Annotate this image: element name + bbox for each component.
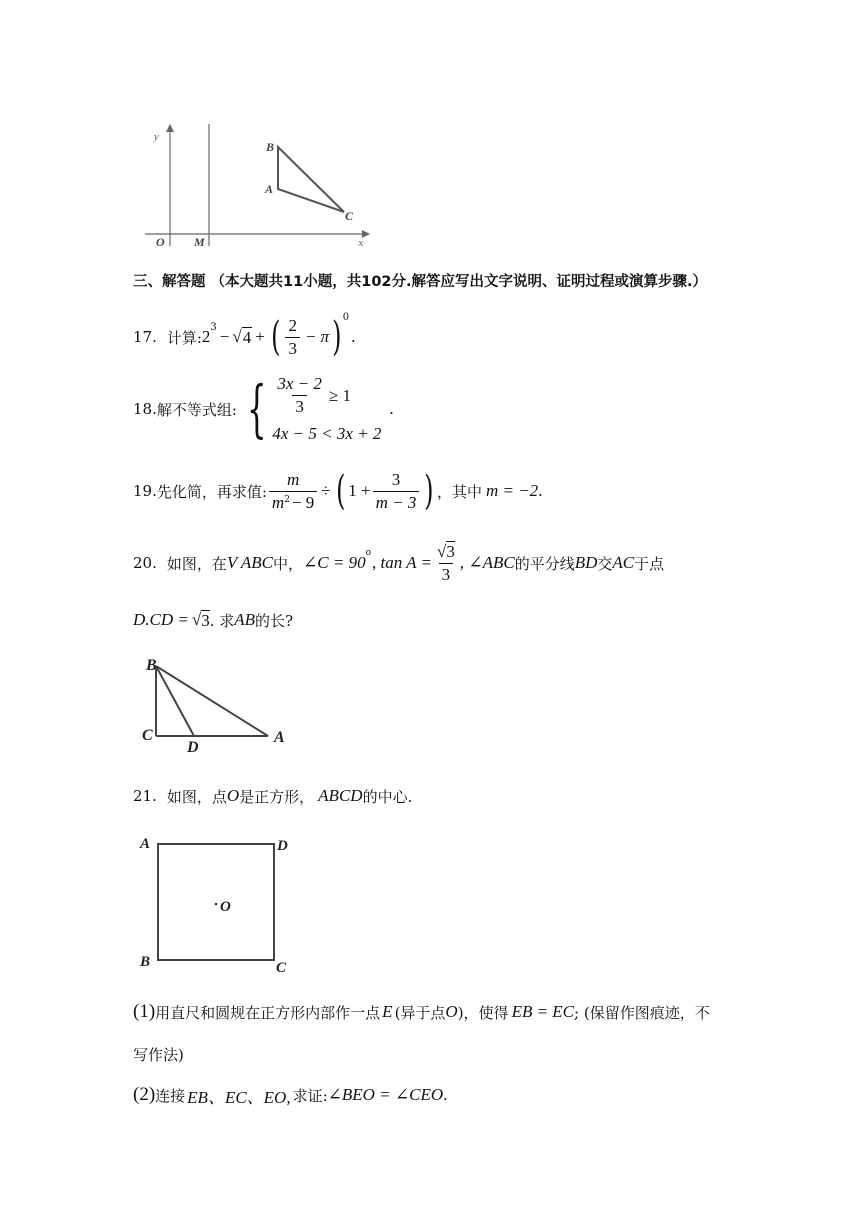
q20-sqrt-num: 3 (446, 541, 455, 561)
q20-bd: BD (574, 553, 598, 572)
q20-text3: 的平分线 (514, 554, 575, 573)
q17-exp: 3 (210, 322, 217, 333)
q20-line2-point: D.CD = (133, 610, 189, 629)
q20-angle-c: ∠C = 90 (303, 553, 366, 572)
q20-line2-sqrt: 3 (201, 610, 210, 630)
q17-fraction (285, 316, 300, 359)
question-20 (133, 540, 664, 586)
q17-sqrt-arg: 4 (242, 327, 252, 347)
q21-part1-text3: )，使得 (457, 1003, 509, 1022)
q20-frac-den: 3 (439, 563, 454, 585)
point-c-label: C (345, 209, 354, 223)
q20-fraction (434, 542, 458, 585)
q19-fraction-1 (269, 470, 317, 513)
q21-part1-eq: EB = EC (511, 1002, 575, 1021)
q20-text5: 于点 (634, 554, 665, 573)
q19-fraction-2 (373, 470, 420, 513)
origin-label: O (156, 235, 165, 249)
q17-rparen: ) (332, 314, 342, 360)
q21-part2-text2: 求证: (292, 1086, 328, 1105)
q19-rparen: ) (424, 468, 434, 514)
fig20-label-a: A (274, 729, 285, 746)
q19-number: 19. (133, 482, 157, 500)
q17-minus-pi: − π (304, 327, 330, 346)
q19-frac1-den (269, 491, 317, 513)
q19-den-exp: 2 (284, 494, 290, 505)
side-ba (156, 666, 268, 736)
q18-system (272, 374, 381, 444)
q17-frac-num: 2 (288, 315, 297, 335)
q19-one-plus: 1 + (348, 481, 371, 500)
q18-number: 18. (133, 400, 157, 418)
center-point-o (215, 903, 218, 906)
fig21-label-c: C (276, 960, 287, 976)
point-b-label: B (266, 140, 275, 154)
q17-prefix: 计算: (166, 328, 202, 347)
q19-condition: m = −2 (485, 481, 539, 500)
q21-part1-text1: 用直尺和圆规在正方形内部作一点 (155, 1003, 381, 1022)
q21-part-2 (133, 1081, 447, 1109)
q19-div: ÷ (321, 481, 331, 500)
q18-prefix: 解不等式组: (156, 400, 237, 419)
q21-square-figure (136, 830, 306, 978)
q21-part2-text1: 连接 (155, 1086, 186, 1105)
q21-part2-end: . (443, 1085, 448, 1104)
q17-outer-exp: 0 (342, 312, 350, 323)
q21-part-1-line-2 (133, 1042, 184, 1066)
q21-number: 21. (133, 787, 157, 805)
fig21-label-b: B (140, 954, 151, 970)
coordinate-figure (140, 118, 380, 253)
q21-part1-text4: ; (保留作图痕迹，不 (574, 1003, 710, 1022)
fig21-label-o: O (220, 899, 231, 915)
q17-number: 17. (133, 328, 157, 346)
q18-inequality-2: 4x − 5 < 3x + 2 (272, 424, 382, 443)
q19-frac2-den: m − 3 (373, 491, 420, 513)
q18-frac (274, 374, 325, 417)
q17-lparen: ( (270, 314, 281, 360)
question-19 (133, 466, 542, 516)
q17-sqrt-sign: √ (232, 327, 242, 346)
q18-end: . (389, 399, 394, 418)
q20-triangle: V ABC (226, 553, 274, 572)
q21-text3: 的中心. (362, 787, 413, 806)
q19-end: . (538, 481, 543, 500)
q19-frac2-num: 3 (391, 469, 401, 489)
question-17 (133, 312, 355, 362)
q19-lparen: ( (335, 468, 346, 514)
q20-ac: AC (612, 553, 635, 572)
q21-part2-eq: ∠BEO = ∠CEO (327, 1085, 444, 1104)
q20-line2-sqrt-sign: √ (191, 610, 202, 629)
q20-text2: 中， (273, 554, 304, 573)
q19-frac1-num: m (286, 469, 300, 489)
fig20-label-c: C (142, 727, 153, 744)
x-axis-label: x (358, 237, 364, 249)
question-20-line-2 (133, 606, 293, 634)
square-abcd (158, 844, 274, 960)
q20-text1: 如图，在 (166, 554, 227, 573)
q19-den-rest: − 9 (291, 492, 315, 512)
y-axis-arrow (166, 124, 174, 132)
q17-end: . (351, 327, 356, 346)
question-21 (133, 782, 412, 810)
fig20-label-d: D (187, 739, 199, 752)
q21-part1-e: E (382, 1002, 393, 1021)
q20-frac-num: √3 (436, 541, 455, 561)
q18-rhs: ≥ 1 (328, 385, 351, 405)
q19-suffix: ，其中 (436, 482, 482, 501)
q18-frac-num: 3x − 2 (277, 374, 322, 393)
q18-brace: { (246, 372, 267, 445)
section-heading: 三、解答题 （本大题共11小题，共102分.解答应写出文字说明、证明过程或演算步骤.） (133, 274, 708, 290)
q19-den-base: m (271, 492, 285, 512)
q17-plus: + (255, 327, 265, 346)
bisector-bd (156, 666, 194, 736)
q20-line2-end: 的长? (255, 611, 294, 630)
q21-text1: 如图，点 (166, 787, 227, 806)
fig20-label-b: B (146, 657, 157, 674)
q18-frac-den: 3 (292, 395, 307, 417)
q21-part-1 (133, 998, 710, 1026)
q21-point-o: O (226, 786, 240, 805)
q18-inequality-1 (272, 374, 381, 417)
q20-text4: 交 (597, 554, 613, 573)
q20-number: 20. (133, 554, 157, 572)
q20-line2-text: . 求 (209, 611, 235, 630)
q21-part2-label: (2) (133, 1084, 156, 1105)
q17-frac-den: 3 (285, 337, 300, 359)
point-m-label: M (194, 235, 205, 249)
q20-angle-abc: , ∠ABC (459, 553, 515, 572)
fig21-label-a: A (140, 836, 151, 852)
q21-part2-segs: EB、EC、EO, (187, 1087, 291, 1107)
q20-ab: AB (234, 610, 256, 629)
q20-tan-a: , tan A = (372, 553, 432, 572)
q21-part1-o: O (445, 1002, 458, 1021)
q20-triangle-figure (138, 652, 298, 752)
y-axis-label: y (154, 131, 159, 143)
q21-square: ABCD (318, 786, 363, 805)
q21-text2: 是正方形， (239, 787, 315, 806)
q19-prefix: 先化简，再求值: (156, 482, 267, 501)
point-a-label: A (265, 182, 274, 196)
q20-degree: o (365, 548, 372, 558)
q17-base: 2 (201, 327, 211, 346)
triangle-abc (278, 147, 344, 212)
q21-part1-text2: (异于点 (394, 1003, 446, 1022)
q21-part1-label: (1) (133, 1001, 156, 1022)
q21-part1-line2: 写作法) (133, 1045, 184, 1064)
q17-minus: − (219, 327, 230, 346)
question-18 (133, 372, 394, 446)
fig21-label-d: D (277, 838, 288, 854)
